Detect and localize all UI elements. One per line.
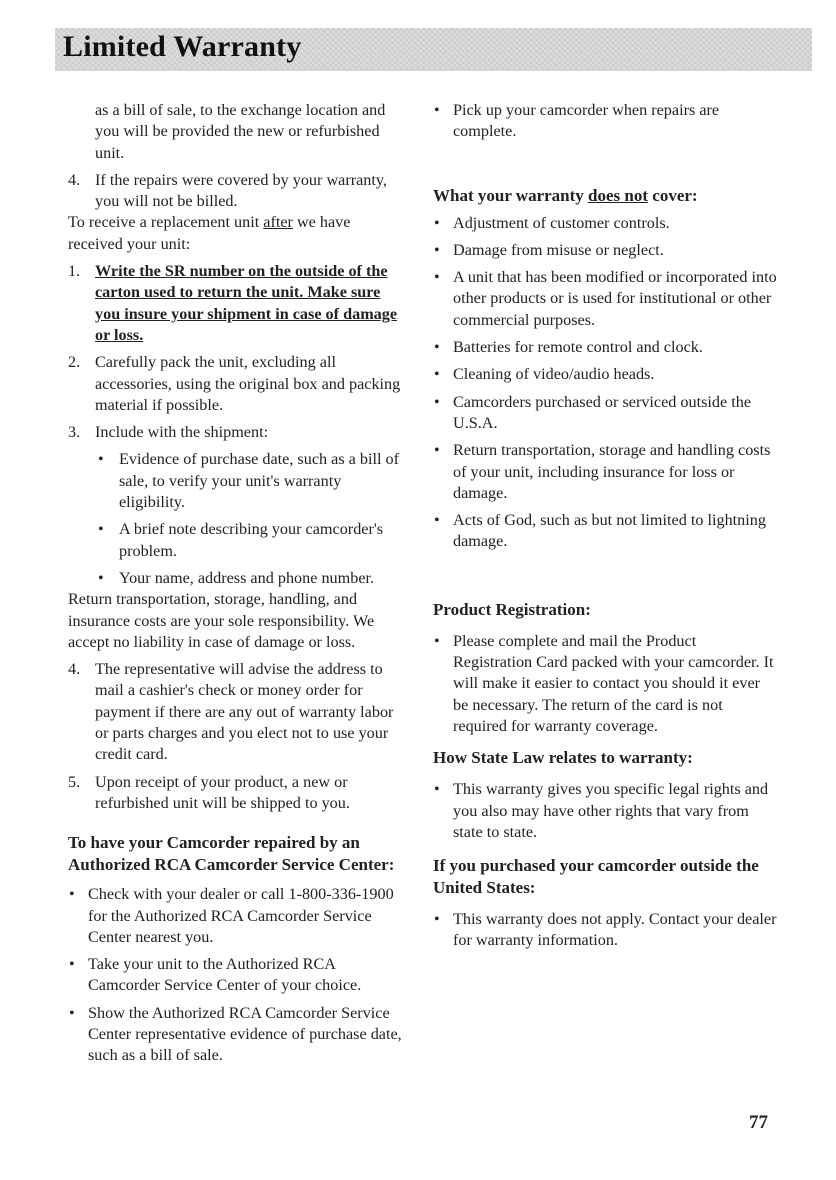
list-item xyxy=(68,261,408,346)
list-item: • Adjustment of customer controls. xyxy=(433,213,778,234)
service-heading: To have your Camcorder repaired by an Authorized RCA Camcorder Service Center: xyxy=(68,833,395,875)
bullet-icon: • xyxy=(69,955,75,974)
return-paragraph: Return transportation, storage, handling, and insurance costs are your sole responsibility. We accept no liability in case of damage or loss. xyxy=(68,590,375,651)
bullet-icon: • xyxy=(434,511,440,530)
continued-paragraph xyxy=(68,100,408,164)
page-number: 77 xyxy=(749,1112,768,1133)
bullet-icon: • xyxy=(69,1003,75,1022)
registration-heading: Product Registration: xyxy=(433,599,591,619)
list-item: • This warranty does not apply. Contact your dealer for warranty information. xyxy=(434,910,777,950)
list-item xyxy=(68,659,408,765)
item-text: The representative will advise the address to mail a cashier's check or money order for payment if there are any out of warranty labor or parts charges and you elect not to use your credit card. xyxy=(95,660,394,764)
state-law-heading: How State Law relates to warranty: xyxy=(433,748,693,768)
list-item: • Batteries for remote control and clock. xyxy=(433,337,778,358)
title-banner xyxy=(55,28,812,71)
continued-text: as a bill of sale, to the exchange location and you will be provided the new or refurbished unit. xyxy=(95,101,386,162)
list-item: • Please complete and mail the Product Registration Card packed with your camcorder. It will make it easier to contact you should it ever be necessary. The return of the card is not required for warranty coverage. xyxy=(434,631,774,735)
bullet-icon: • xyxy=(69,885,75,904)
list-item: • A unit that has been modified or incorporated into other products or is used for institutional or other commercial purposes. xyxy=(434,268,777,329)
item-text: Upon receipt of your product, a new or refurbished unit will be shipped to you. xyxy=(95,772,350,812)
bullet-icon: • xyxy=(434,631,440,650)
bullet-icon: • xyxy=(434,268,440,287)
bullet-icon: • xyxy=(98,568,104,587)
item-number: 5. xyxy=(68,772,81,791)
bullet-icon: • xyxy=(98,520,104,539)
list-item: • Show the Authorized RCA Camcorder Service Center representative evidence of purchase date, such as a bill of sale. xyxy=(69,1003,402,1065)
list-item: • Cleaning of video/audio heads. xyxy=(433,364,778,385)
list-item: • Check with your dealer or call 1-800-336-1900 for the Authorized RCA Camcorder Service Center nearest you. xyxy=(69,885,394,946)
bullet-icon: • xyxy=(98,450,104,469)
list-item xyxy=(68,772,408,815)
list-item: • Evidence of purchase date, such as a bill of sale, to verify your unit's warranty eligibility. xyxy=(98,450,400,512)
item-number: 4. xyxy=(68,660,81,679)
item-number: 1. xyxy=(68,262,81,281)
list-item: • Damage from misuse or neglect. xyxy=(433,240,778,261)
bullet-icon: • xyxy=(434,441,440,460)
bullet-icon: • xyxy=(434,101,440,119)
bullet-icon: • xyxy=(434,392,440,411)
list-item xyxy=(68,422,408,443)
item-text: Write the SR number on the outside of the carton used to return the unit. Make sure you insure your shipment in case of damage or loss. xyxy=(95,262,398,344)
bullet-icon: • xyxy=(434,910,440,929)
does-not-emphasis: does not xyxy=(588,185,649,205)
bullet-icon: • xyxy=(434,365,440,384)
bullet-icon: • xyxy=(434,780,440,799)
right-column xyxy=(433,100,778,952)
item-number: 3. xyxy=(68,423,81,442)
item-text: If the repairs were covered by your warranty, you will not be billed. xyxy=(95,170,387,211)
page-title: Limited Warranty xyxy=(63,30,302,63)
bullet-icon: • xyxy=(434,240,440,259)
left-column xyxy=(68,100,408,1067)
list-item: • Acts of God, such as but not limited to lightning damage. xyxy=(434,511,766,551)
item-text: Carefully pack the unit, excluding all accessories, using the original box and packing material if possible. xyxy=(95,353,401,414)
list-item: • Pick up your camcorder when repairs are complete. xyxy=(434,101,720,141)
after-emphasis: after xyxy=(263,213,293,232)
bullet-icon: • xyxy=(434,213,440,232)
item-text: Include with the shipment: xyxy=(95,423,269,442)
list-item: • Your name, address and phone number. xyxy=(68,568,408,589)
not-covered-heading: What your warranty does not cover: xyxy=(433,185,698,205)
outside-us-heading: If you purchased your camcorder outside the United States: xyxy=(433,856,759,898)
item-number: 4. xyxy=(68,170,81,189)
list-item xyxy=(68,352,408,416)
list-item: • Camcorders purchased or serviced outside the U.S.A. xyxy=(434,392,752,432)
list-item: • This warranty gives you specific legal rights and you also may have other rights that vary from state to state. xyxy=(434,780,769,841)
list-item xyxy=(68,170,408,213)
list-item: • Return transportation, storage and handling costs of your unit, including insurance for loss or damage. xyxy=(434,441,771,502)
bullet-icon: • xyxy=(434,338,440,357)
list-item: • A brief note describing your camcorder's problem. xyxy=(98,520,384,560)
list-item: • Take your unit to the Authorized RCA Camcorder Service Center of your choice. xyxy=(69,955,362,995)
replacement-paragraph: To receive a replacement unit after we have received your unit: xyxy=(68,213,351,253)
item-number: 2. xyxy=(68,353,81,372)
